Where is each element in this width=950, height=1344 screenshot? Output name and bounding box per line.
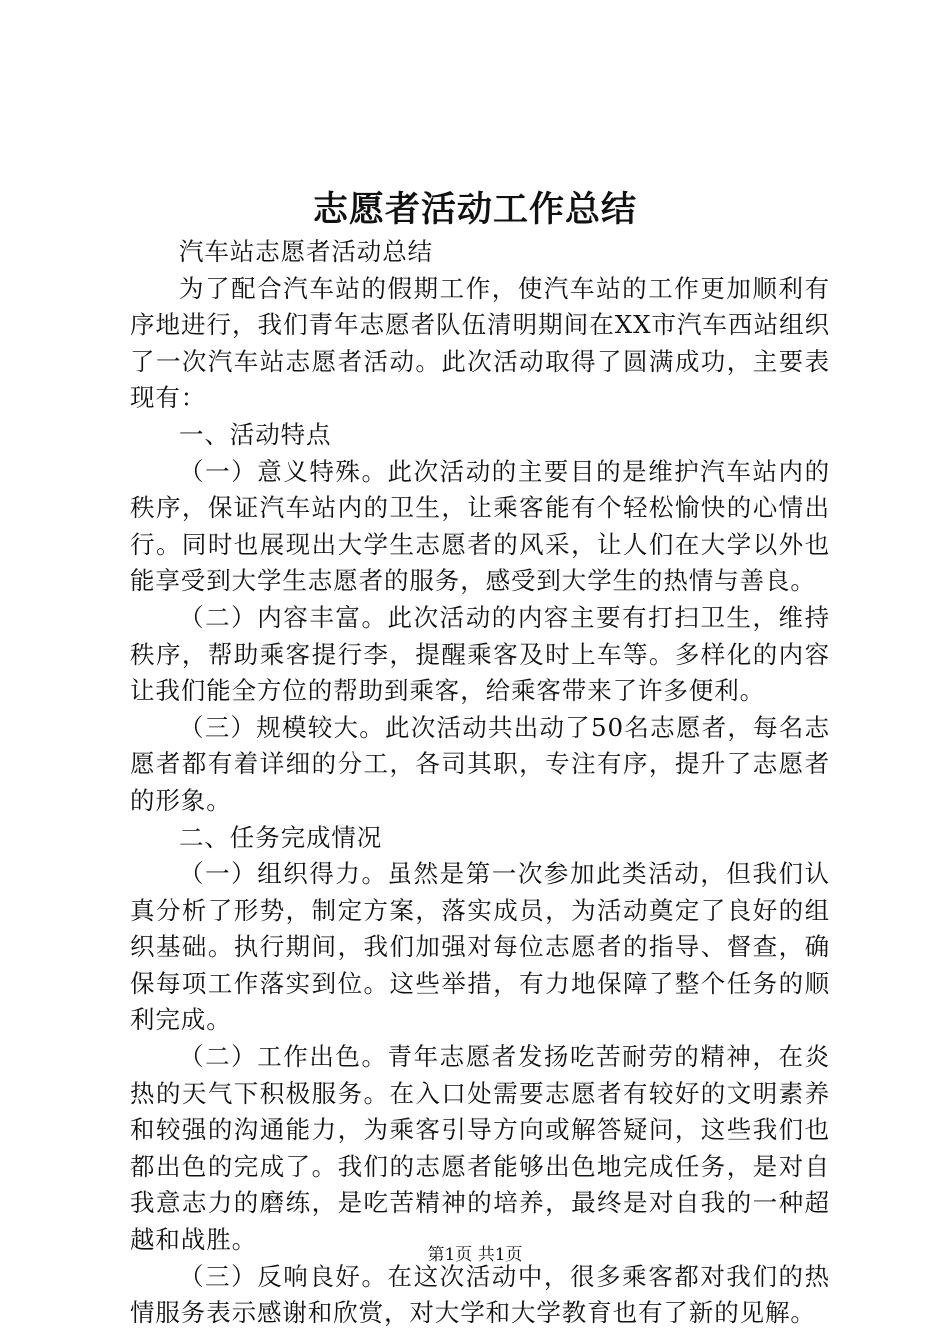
section-heading-features: 一、活动特点	[179, 419, 332, 449]
page-footer: 第1页 共1页	[427, 1245, 523, 1265]
paragraph-intro: 为了配合汽车站的假期工作，使汽车站的工作更加顺利有序地进行，我们青年志愿者队伍清明期间在XX市汽车西站组织了一次汽车站志愿者活动。此次活动取得了圆满成功，主要表现有：	[130, 273, 830, 413]
paragraph-subtitle: 汽车站志愿者活动总结	[179, 237, 433, 266]
paragraph-completion-3: （三）反响良好。在这次活动中，很多乘客都对我们的热情服务表示感谢和欣赏，对大学和大学教育也有了新的见解。	[130, 1261, 830, 1328]
paragraph-feature-3: （三）规模较大。此次活动共出动了50名志愿者，每名志愿者都有着详细的分工，各司其职，专注有序，提升了志愿者的形象。	[130, 712, 830, 815]
document-title: 志愿者活动工作总结	[312, 189, 637, 230]
paragraph-completion-2: （二）工作出色。青年志愿者发扬吃苦耐劳的精神，在炎热的天气下积极服务。在入口处需要志愿者有较好的文明素养和较强的沟通能力，为乘客引导方向或解答疑问，这些我们也都出色的完成了。我们的志愿者能够出色地完成任务，是对自我意志力的磨练，是吃苦精神的培养，最终是对自我的一种超越和战胜。	[130, 1042, 830, 1255]
paragraph-feature-2: （二）内容丰富。此次活动的内容主要有打扫卫生，维持秩序，帮助乘客提行李，提醒乘客及时上车等。多样化的内容让我们能全方位的帮助到乘客，给乘客带来了许多便利。	[130, 602, 830, 706]
paragraph-feature-1: （一）意义特殊。此次活动的主要目的是维护汽车站内的秩序，保证汽车站内的卫生，让乘客能有个轻松愉快的心情出行。同时也展现出大学生志愿者的风采，让人们在大学以外也能享受到大学生志愿者的服务，感受到大学生的热情与善良。	[130, 456, 830, 596]
paragraph-completion-1: （一）组织得力。虽然是第一次参加此类活动，但我们认真分析了形势，制定方案，落实成员，为活动奠定了良好的组织基础。执行期间，我们加强对每位志愿者的指导、督查，确保每项工作落实到位。这些举措，有力地保障了整个任务的顺利完成。	[130, 859, 830, 1035]
section-heading-completion: 二、任务完成情况	[179, 822, 383, 852]
document-body	[130, 234, 830, 1332]
